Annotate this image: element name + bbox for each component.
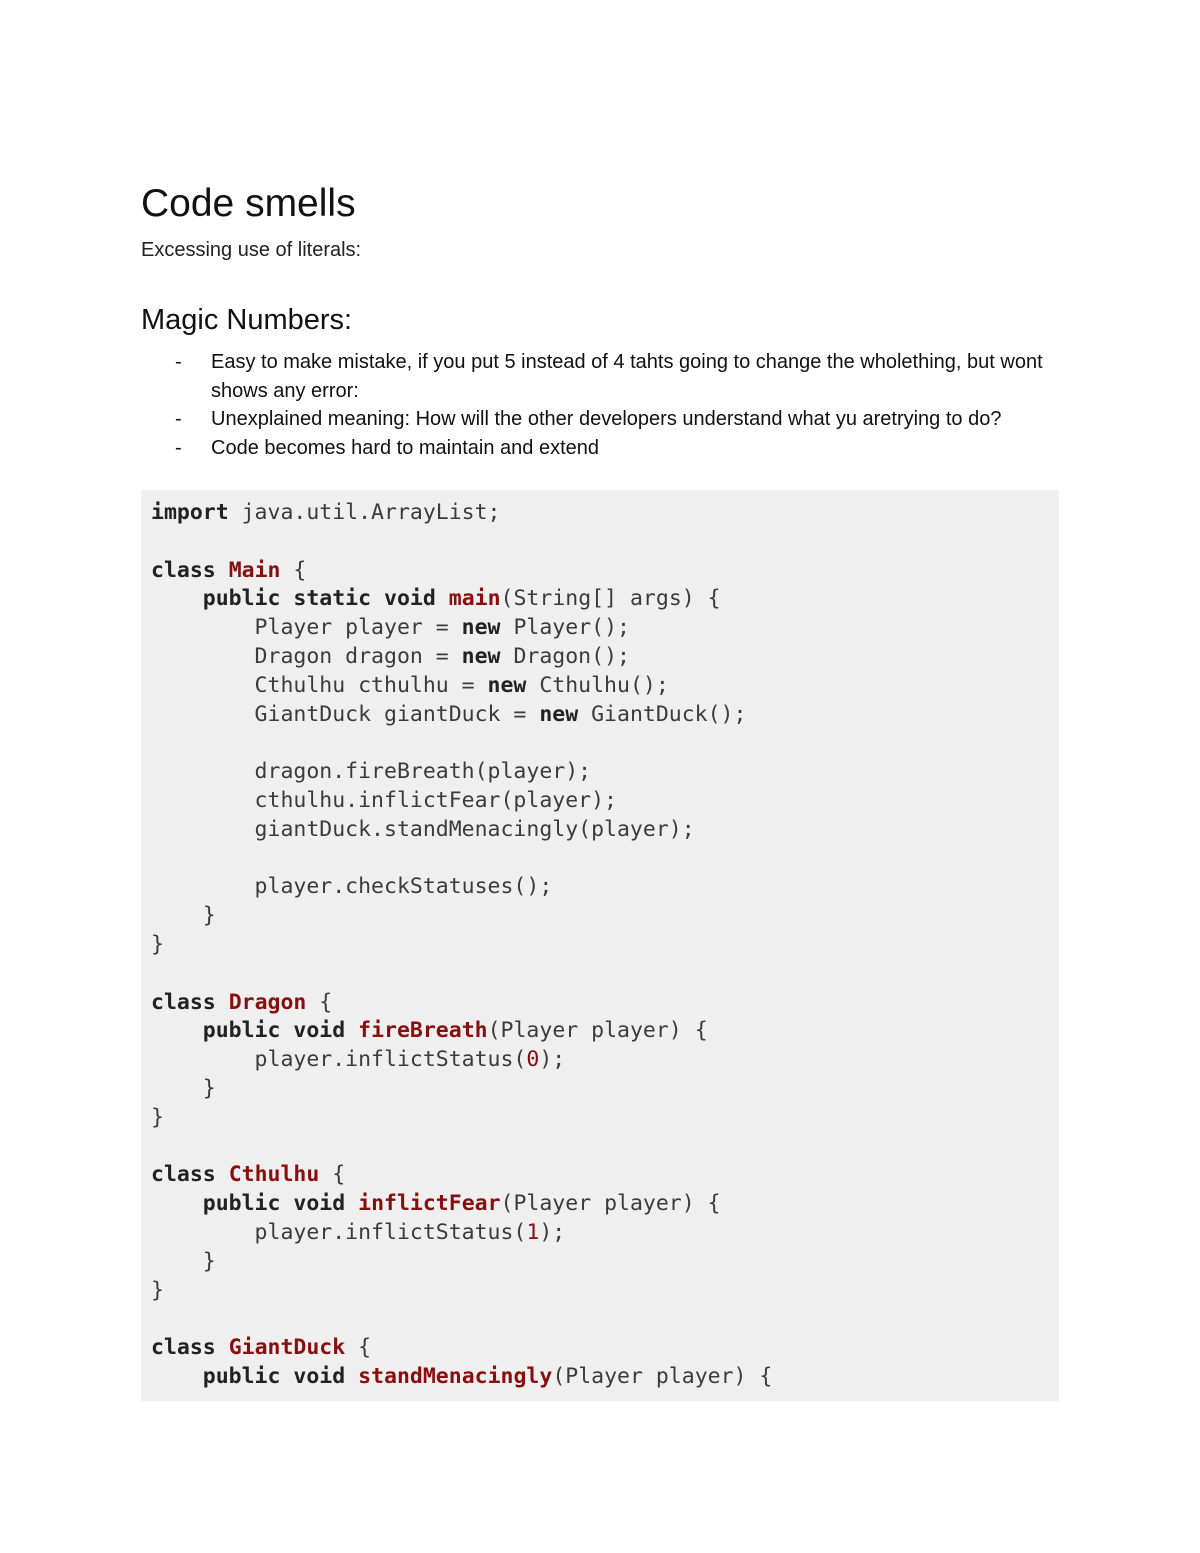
code-line [151, 960, 1059, 989]
code-line [151, 1161, 1059, 1190]
code-line [151, 1190, 1059, 1219]
code-line [151, 585, 1059, 614]
code-number: 1 [526, 1219, 540, 1245]
code-line [151, 1363, 1059, 1392]
bullet-list [141, 348, 1061, 462]
code-text: Player player = [151, 615, 462, 641]
code-text [345, 1191, 358, 1216]
code-listing [151, 499, 1059, 1392]
code-text: } [151, 903, 216, 929]
code-line [151, 557, 1059, 586]
code-line [151, 528, 1059, 557]
bullet-text: Code becomes hard to maintain and extend [211, 436, 600, 459]
code-text [216, 1162, 229, 1187]
code-text: } [151, 1104, 164, 1130]
code-line [151, 729, 1059, 758]
code-line [151, 614, 1059, 643]
code-text [280, 586, 293, 611]
code-text: GiantDuck giantDuck = [151, 701, 540, 727]
code-text: { [280, 557, 307, 583]
code-text [151, 586, 203, 611]
code-keyword: public [202, 1191, 281, 1217]
code-keyword: class [151, 1162, 216, 1188]
code-keyword: import [151, 500, 229, 525]
code-text: java.util.ArrayList; [228, 500, 501, 525]
bullet-item [141, 348, 1061, 405]
code-keyword: void [293, 1363, 346, 1389]
code-text: Dragon dragon = [151, 643, 462, 669]
code-text: GiantDuck(); [578, 701, 747, 727]
code-line [151, 701, 1059, 730]
section-heading: Magic Numbers: [141, 304, 353, 336]
code-text [371, 586, 384, 611]
code-text [280, 1018, 293, 1043]
code-identifier: Cthulhu [228, 1162, 320, 1188]
code-text [345, 1364, 358, 1389]
bullet-marker: - [175, 351, 182, 373]
code-line [151, 1219, 1059, 1248]
code-line [151, 1017, 1059, 1046]
code-keyword: public [202, 586, 281, 612]
code-line [151, 1133, 1059, 1162]
code-text: } [151, 931, 164, 957]
code-text: } [151, 1075, 216, 1101]
code-number: 0 [526, 1047, 540, 1073]
code-line [151, 1305, 1059, 1334]
code-text: player.inflictStatus( [151, 1219, 527, 1245]
code-text: ); [539, 1219, 566, 1245]
code-keyword: new [461, 643, 501, 669]
code-text [280, 1191, 293, 1216]
code-line [151, 672, 1059, 701]
code-identifier: GiantDuck [228, 1335, 346, 1361]
code-line [151, 1104, 1059, 1133]
code-line [151, 787, 1059, 816]
code-text [151, 1364, 203, 1389]
code-keyword: void [293, 1018, 346, 1044]
code-text [345, 1018, 358, 1043]
code-text: player.inflictStatus( [151, 1047, 527, 1073]
code-keyword: new [539, 701, 579, 727]
page-title: Code smells [141, 182, 356, 225]
code-identifier: standMenacingly [358, 1363, 553, 1389]
code-line [151, 499, 1059, 528]
code-identifier: main [448, 586, 501, 612]
code-identifier: fireBreath [358, 1018, 488, 1044]
code-text: Cthulhu(); [526, 672, 669, 698]
code-text: } [151, 1248, 216, 1274]
code-identifier: Main [228, 557, 281, 583]
code-keyword: new [461, 615, 501, 641]
code-text: (Player player) { [487, 1018, 708, 1044]
code-text [436, 586, 449, 611]
subtitle: Excessing use of literals: [141, 239, 362, 261]
code-block [141, 490, 1059, 1401]
code-text: (String[] args) { [500, 586, 721, 612]
bullet-marker: - [175, 436, 182, 459]
code-text [216, 990, 229, 1015]
code-text: { [345, 1335, 372, 1361]
code-text: Dragon(); [500, 643, 630, 669]
code-line [151, 1334, 1059, 1363]
code-text: } [151, 1277, 164, 1303]
code-keyword: new [487, 672, 527, 698]
code-identifier: Dragon [228, 989, 307, 1015]
code-line [151, 931, 1059, 960]
code-line [151, 1046, 1059, 1075]
code-line [151, 845, 1059, 874]
code-text [151, 1018, 203, 1043]
code-line [151, 902, 1059, 931]
bullet-item [141, 434, 1061, 463]
code-line [151, 873, 1059, 902]
bullet-text: Easy to make mistake, if you put 5 instead of 4 tahts going to change the wholething, but wont shows any error: [211, 351, 1043, 402]
code-line [151, 816, 1059, 845]
code-text [216, 1335, 229, 1360]
code-text: player.checkStatuses(); [151, 874, 553, 900]
bullet-text: Unexplained meaning: How will the other developers understand what yu aretrying to do? [211, 408, 1002, 430]
code-line [151, 989, 1059, 1018]
code-text: Cthulhu cthulhu = [151, 672, 488, 698]
code-text: ); [539, 1047, 566, 1073]
code-text [280, 1364, 293, 1389]
code-keyword: void [293, 1191, 346, 1217]
code-line [151, 643, 1059, 672]
code-text: Player(); [500, 615, 630, 641]
bullet-item [141, 405, 1061, 434]
code-text: (Player player) { [500, 1191, 721, 1217]
code-line [151, 1277, 1059, 1306]
code-identifier: inflictFear [358, 1191, 501, 1217]
code-line [151, 758, 1059, 787]
code-keyword: class [151, 989, 216, 1015]
code-text: giantDuck.standMenacingly(player); [151, 816, 695, 842]
code-text: (Player player) { [552, 1363, 773, 1389]
code-line [151, 1075, 1059, 1104]
code-text: { [306, 989, 333, 1015]
code-text: dragon.fireBreath(player); [151, 759, 592, 785]
code-keyword: public [202, 1363, 281, 1389]
code-keyword: class [151, 1335, 216, 1361]
code-keyword: void [384, 586, 436, 612]
code-text: { [319, 1162, 346, 1188]
code-text [216, 558, 229, 583]
code-keyword: class [151, 557, 216, 583]
code-text [151, 1191, 203, 1216]
bullet-marker: - [175, 408, 182, 430]
code-keyword: public [202, 1018, 281, 1044]
code-text: cthulhu.inflictFear(player); [151, 787, 617, 813]
code-keyword: static [293, 586, 372, 612]
code-line [151, 1248, 1059, 1277]
